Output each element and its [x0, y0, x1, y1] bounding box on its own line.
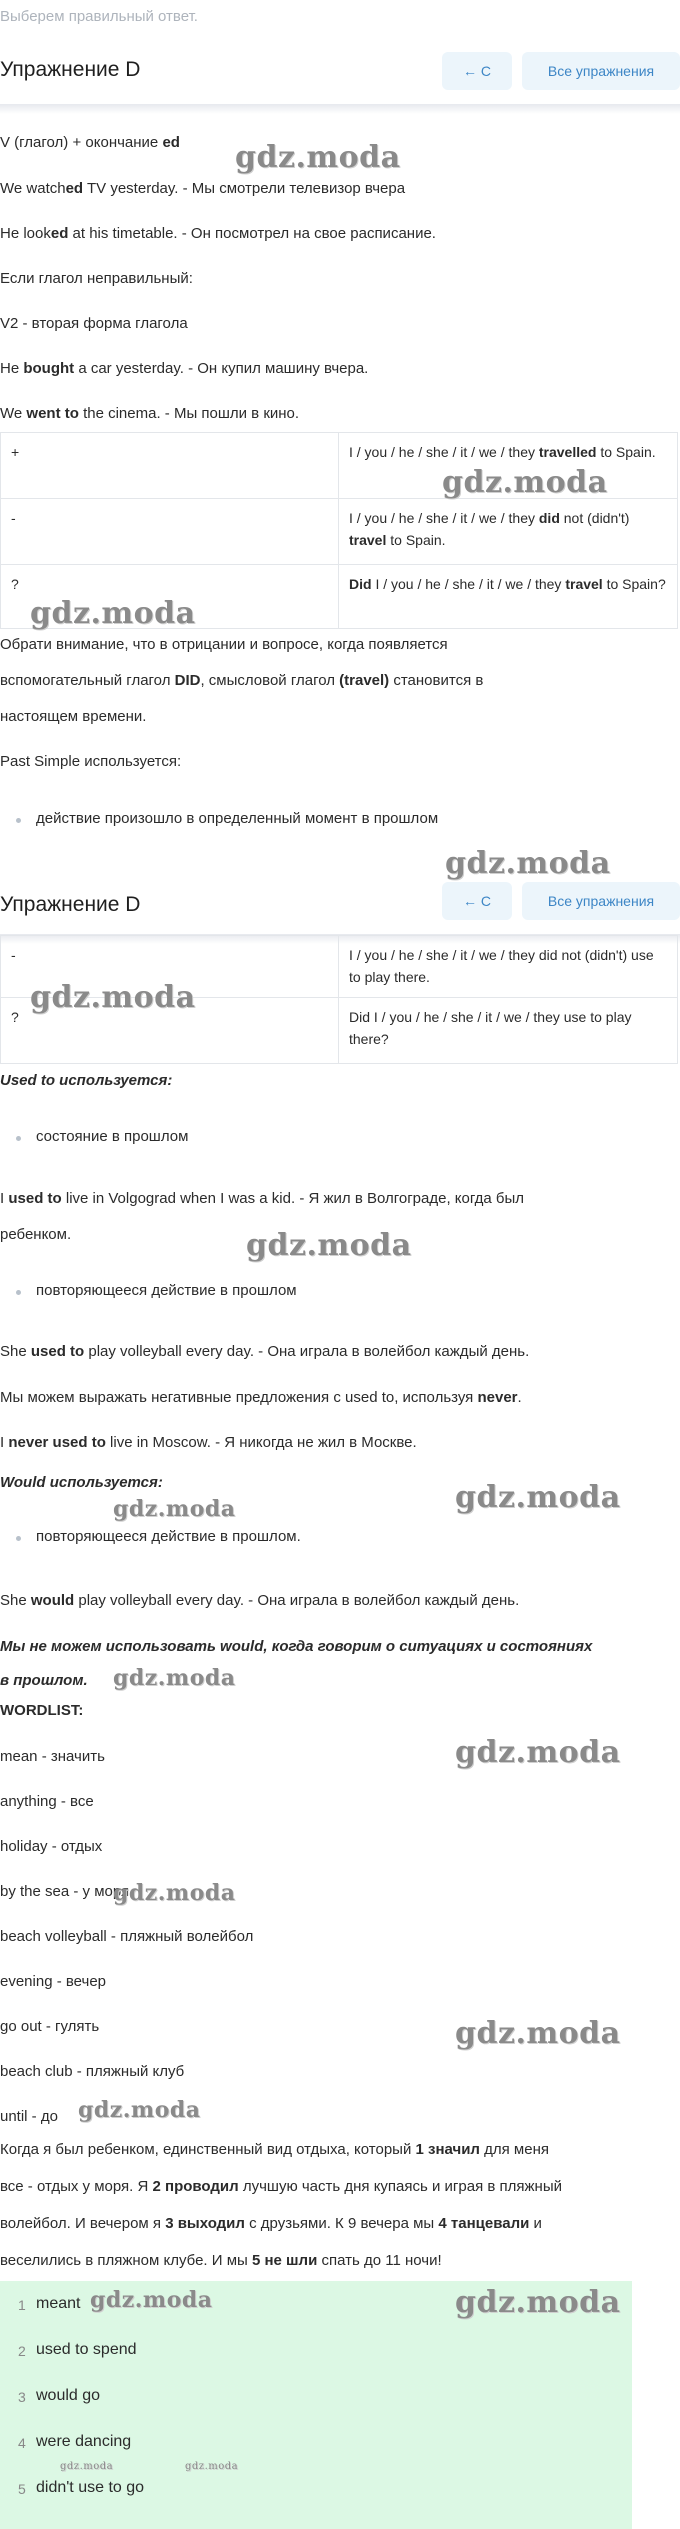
table-cell-text: I / you / he / she / it / we / they did not (didn't) use to play there. [339, 936, 678, 998]
used-to-example-2: She used to play volleyball every day. - Она играла в волейбол каждый день. [0, 1343, 530, 1360]
arrow-left-icon: ← [462, 893, 477, 909]
watermark: gdz.moda [113, 1665, 236, 1691]
table-cell-sign: ? [1, 565, 339, 629]
all-exercises-button[interactable]: Все упражнения [522, 52, 680, 90]
watermark: gdz.moda [90, 2287, 213, 2313]
example-2: He looked at his timetable. - Он посмотрел на свое расписание. [0, 225, 436, 242]
watermark: gdz.moda [455, 1480, 621, 1515]
watermark: gdz.moda [30, 980, 196, 1015]
table-cell-text: I / you / he / she / it / we / they did not (didn't) travel to Spain. [339, 499, 678, 565]
used-to-bullet-2: повторяющееся действие в прошлом [36, 1282, 297, 1299]
watermark: gdz.moda [246, 1228, 412, 1263]
would-example: She would play volleyball every day. - Она играла в волейбол каждый день. [0, 1592, 520, 1609]
would-warning-2: в прошлом. [0, 1672, 88, 1689]
translation-line-2: все - отдых у моря. Я 2 проводил лучшую часть дня купаясь и играя в пляжный [0, 2178, 562, 2195]
watermark: gdz.moda [113, 1496, 236, 1522]
watermark: gdz.moda [455, 2285, 621, 2320]
page-title-sticky: Упражнение D [0, 893, 141, 916]
note-line-3: настоящем времени. [0, 708, 147, 725]
rule-regular: V (глагол) + окончание ed [0, 134, 180, 151]
table-cell-sign: + [1, 433, 339, 499]
bullet-dot [16, 1536, 21, 1541]
top-hint: Выберем правильный ответ. [0, 8, 198, 25]
used-to-example-3: I never used to live in Moscow. - Я никогда не жил в Москве. [0, 1434, 417, 1451]
watermark: gdz.moda [185, 2461, 239, 2472]
watermark: gdz.moda [30, 596, 196, 631]
wordlist-item: anything - все [0, 1793, 94, 1810]
header-shadow [0, 104, 680, 114]
watermark: gdz.moda [442, 465, 608, 500]
example-4: We went to the cinema. - Мы пошли в кино. [0, 405, 300, 422]
table-cell-sign: ? [1, 998, 339, 1064]
table-cell-text: I / you / he / she / it / we / they travelled to Spain. [339, 433, 678, 499]
example-1: We watched TV yesterday. - Мы смотрели телевизор вчера [0, 180, 406, 197]
table-row [1, 499, 678, 565]
used-to-example-1: I used to live in Volgograd when I was a kid. - Я жил в Волгограде, когда был [0, 1190, 525, 1207]
wordlist-item: evening - вечер [0, 1973, 107, 1990]
watermark: gdz.moda [455, 1735, 621, 1770]
wordlist-item: beach club - пляжный клуб [0, 2063, 185, 2080]
watermark: gdz.moda [235, 140, 401, 175]
used-to-heading: Used to используется: [0, 1072, 173, 1089]
would-bullet: повторяющееся действие в прошлом. [36, 1528, 301, 1545]
wordlist-item: by the sea - у моря [0, 1883, 130, 1900]
all-exercises-button-sticky[interactable]: Все упражнения [522, 882, 680, 920]
back-button[interactable]: ← С [442, 52, 512, 90]
back-button-sticky[interactable]: ← С [442, 882, 512, 920]
past-simple-used: Past Simple используется: [0, 753, 182, 770]
watermark: gdz.moda [60, 2461, 114, 2472]
bullet-dot [16, 818, 21, 823]
page-title: Упражнение D [0, 58, 141, 81]
irregular-title: Если глагол неправильный: [0, 270, 193, 287]
note-line-2: вспомогательный глагол DID, смысловой глагол (travel) становится в [0, 672, 484, 689]
wordlist-item: go out - гулять [0, 2018, 100, 2035]
would-warning-1: Мы не можем использовать would, когда говорим о ситуациях и состояниях [0, 1638, 593, 1655]
would-heading: Would используется: [0, 1474, 163, 1491]
past-simple-bullet: действие произошло в определенный момент в прошлом [36, 810, 439, 827]
wordlist-item: until - до [0, 2108, 58, 2125]
wordlist-item: holiday - отдых [0, 1838, 103, 1855]
table-cell-sign: - [1, 936, 339, 998]
wordlist-item: mean - значить [0, 1748, 105, 1765]
watermark: gdz.moda [455, 2016, 621, 2051]
watermark: gdz.moda [113, 1880, 236, 1906]
v2-definition: V2 - вторая форма глагола [0, 315, 188, 332]
used-to-example-1-cont: ребенком. [0, 1226, 72, 1243]
example-3: He bought a car yesterday. - Он купил машину вчера. [0, 360, 369, 377]
watermark: gdz.moda [78, 2097, 201, 2123]
table-cell-text: Did I / you / he / she / it / we / they use to play there? [339, 998, 678, 1064]
translation-line-1: Когда я был ребенком, единственный вид отдыха, который 1 значил для меня [0, 2141, 549, 2158]
note-line-1: Обрати внимание, что в отрицании и вопросе, когда появляется [0, 636, 448, 653]
table-cell-text: Did I / you / he / she / it / we / they travel to Spain? [339, 565, 678, 629]
translation-line-3: волейбол. И вечером я 3 выходил с друзьями. К 9 вечера мы 4 танцевали и [0, 2215, 542, 2232]
table-cell-sign: - [1, 499, 339, 565]
watermark: gdz.moda [445, 846, 611, 881]
bullet-dot [16, 1136, 21, 1141]
wordlist-item: beach volleyball - пляжный волейбол [0, 1928, 254, 1945]
used-to-bullet-1: состояние в прошлом [36, 1128, 189, 1145]
used-to-negative: Мы можем выражать негативные предложения с used to, используя never. [0, 1389, 522, 1406]
arrow-left-icon: ← [462, 63, 477, 79]
bullet-dot [16, 1290, 21, 1295]
wordlist-title: WORDLIST: [0, 1702, 84, 1719]
translation-line-4: веселились в пляжном клубе. И мы 5 не шли спать до 11 ночи! [0, 2252, 442, 2269]
